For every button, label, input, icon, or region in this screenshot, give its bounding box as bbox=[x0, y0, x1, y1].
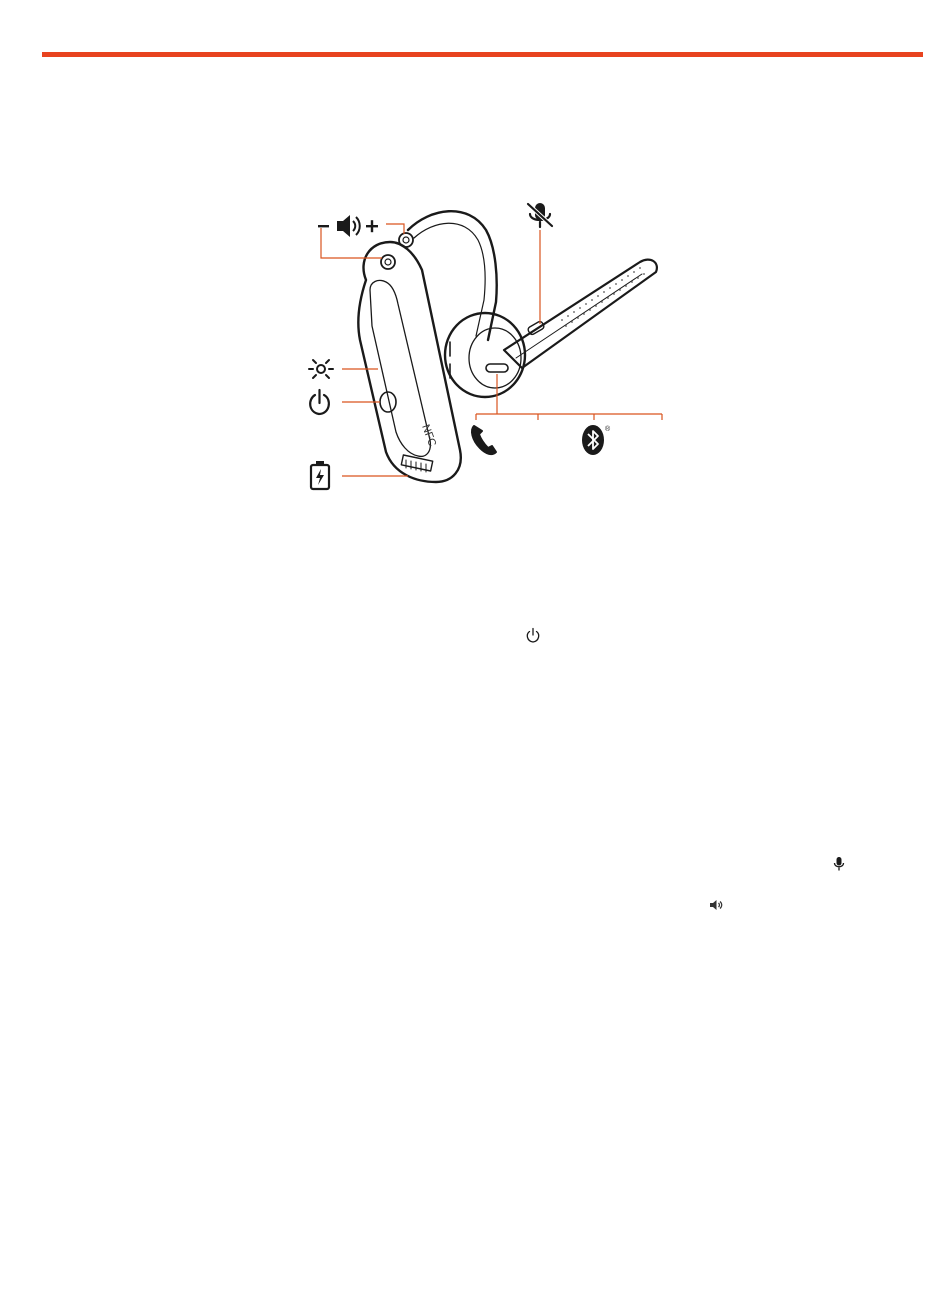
callout-lines bbox=[321, 224, 662, 476]
bluetooth-icon bbox=[582, 425, 604, 455]
headset-diagram bbox=[290, 190, 680, 500]
led-light-icon bbox=[309, 360, 333, 378]
speaker-icon bbox=[709, 899, 723, 911]
power-icon bbox=[525, 627, 541, 645]
microphone-boom bbox=[486, 260, 657, 372]
boom-mesh bbox=[561, 267, 645, 327]
power-icon bbox=[310, 390, 329, 414]
registered-mark: ® bbox=[605, 426, 611, 433]
mute-mic-icon bbox=[528, 203, 552, 227]
microphone-icon bbox=[833, 856, 845, 872]
volume-icon bbox=[318, 215, 378, 237]
phone-icon bbox=[472, 426, 496, 454]
headset-body bbox=[358, 211, 525, 482]
nfc-label: NFC bbox=[419, 422, 439, 449]
battery-charge-icon bbox=[311, 461, 329, 489]
header-rule bbox=[42, 52, 923, 57]
